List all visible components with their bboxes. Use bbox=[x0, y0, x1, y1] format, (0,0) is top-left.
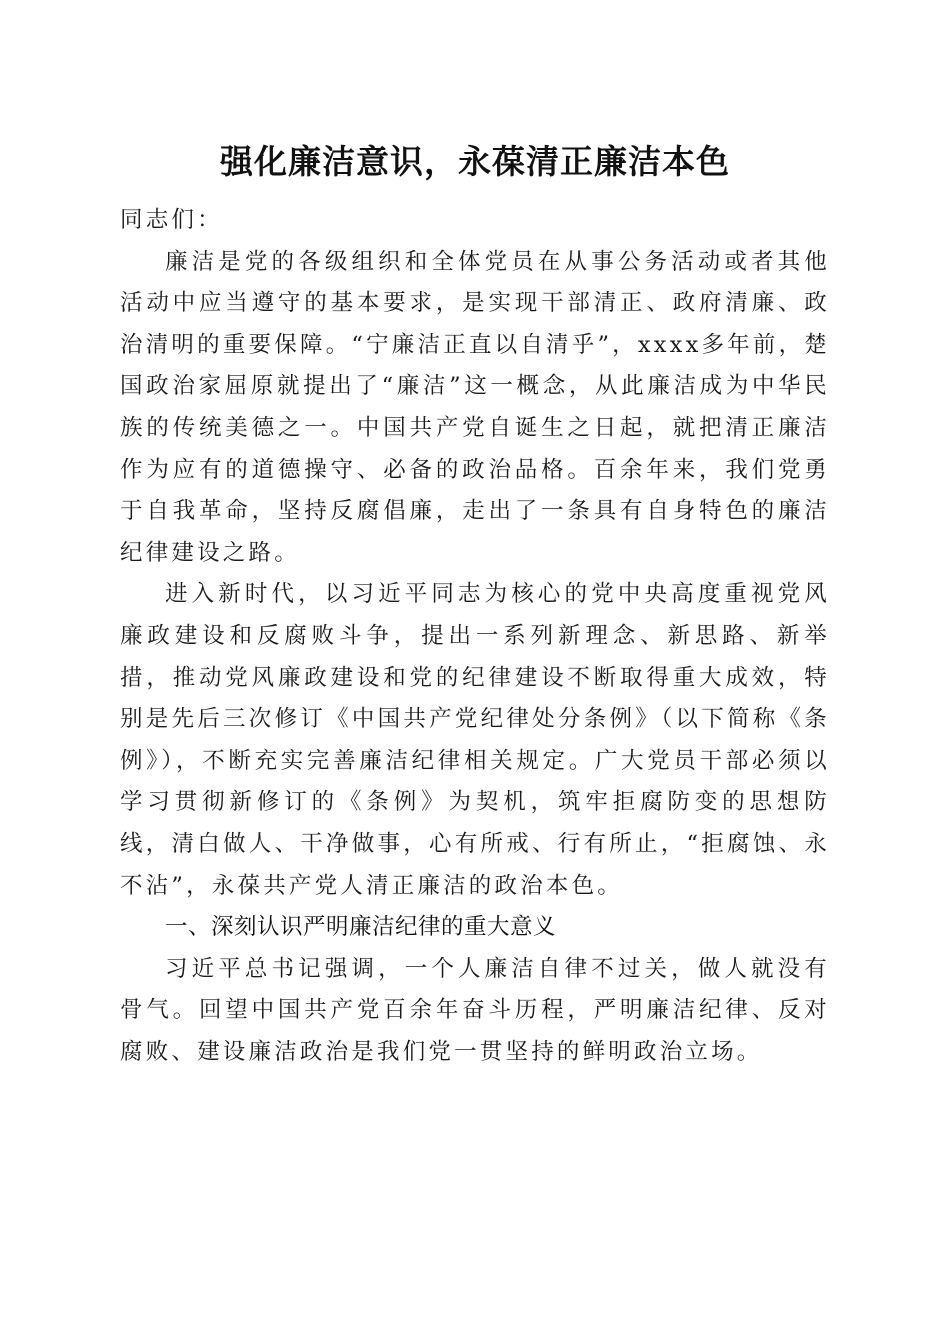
section-heading: 一、深刻认识严明廉洁纪律的重大意义 bbox=[165, 914, 557, 941]
paragraph-section-one: 习近平总书记强调，一个人廉洁自律不过关，做人就没有骨气。回望中国共产党百余年奋斗历程，严明廉洁纪律、反对腐败、建设廉洁政治是我们党一贯坚持的鲜明政治立场。 bbox=[120, 955, 830, 1065]
paragraph-new-era: 进入新时代，以习近平同志为核心的党中央高度重视党风廉政建设和反腐败斗争，提出一系列新理念、新思路、新举措，推动党风廉政建设和党的纪律建设不断取得重大成效，特别是先后三次修订《中国共产党纪律处分条例》（以下简称《条例》），不断充实完善廉洁纪律相关规定。广大党员干部必须以学习贯彻新修订的《条例》为契机，筑牢拒腐防变的思想防线，清白做人、干净做事，心有所戒、行有所止，“拒腐蚀、永不沾”，永葆共产党人清正廉洁的政治本色。 bbox=[120, 581, 830, 899]
document-body bbox=[120, 200, 830, 1073]
document-title: 强化廉洁意识，永葆清正廉洁本色 bbox=[220, 142, 730, 181]
salutation: 同志们： bbox=[120, 207, 223, 233]
paragraph-intro: 廉洁是党的各级组织和全体党员在从事公务活动或者其他活动中应当遵守的基本要求，是实现干部清正、政府清廉、政治清明的重要保障。“宁廉洁正直以自清乎”，xxxx多年前，楚国政治家屈原就提出了“廉洁”这一概念，从此廉洁成为中华民族的传统美德之一。中国共产党自诞生之日起，就把清正廉洁作为应有的道德操守、必备的政治品格。百余年来，我们党勇于自我革命，坚持反腐倡廉，走出了一条具有自身特色的廉洁纪律建设之路。 bbox=[120, 248, 830, 566]
